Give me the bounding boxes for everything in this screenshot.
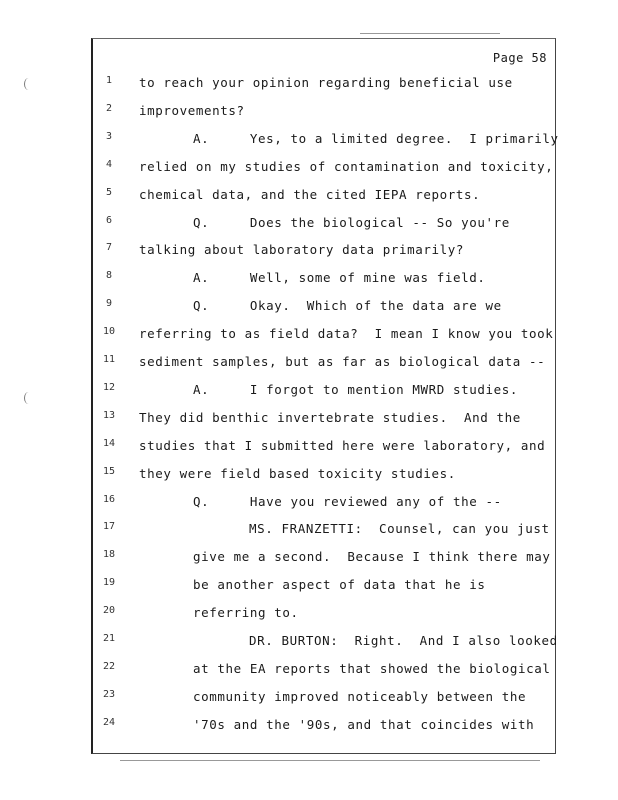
transcript-line — [93, 717, 558, 737]
binder-hole-mark-top — [24, 78, 33, 90]
line-text: referring to. — [193, 605, 299, 621]
transcript-line — [93, 466, 558, 486]
line-number: 15 — [102, 465, 116, 477]
line-number: 9 — [105, 298, 113, 310]
transcript-line — [93, 633, 558, 653]
line-text: be another aspect of data that he is — [193, 577, 486, 593]
line-number: 11 — [102, 354, 116, 365]
transcript-line — [93, 131, 558, 151]
line-text: community improved noticeably between the — [193, 688, 527, 704]
line-number: 22 — [102, 660, 116, 672]
transcript-line — [93, 354, 558, 374]
binder-hole-mark-middle — [24, 392, 33, 404]
line-number: 12 — [102, 381, 116, 393]
line-number: 4 — [105, 158, 113, 170]
line-number: 3 — [105, 130, 113, 142]
scan-artifact-top — [360, 33, 500, 34]
transcript-line — [93, 494, 558, 514]
line-text: they were field based toxicity studies. — [139, 465, 456, 481]
transcript-line — [93, 242, 558, 262]
transcript-line — [93, 438, 558, 458]
transcript-line — [93, 410, 558, 430]
line-number: 24 — [102, 716, 116, 728]
transcript-line — [93, 298, 558, 318]
line-number: 2 — [105, 102, 113, 114]
line-text: improvements? — [139, 102, 245, 118]
line-text: sediment samples, but as far as biological data -- — [139, 354, 546, 369]
page-number: Page 58 — [492, 51, 547, 65]
transcript-line — [93, 326, 558, 346]
line-text: They did benthic invertebrate studies. And the — [139, 409, 521, 425]
line-text: talking about laboratory data primarily? — [139, 242, 465, 258]
line-number: 5 — [105, 186, 113, 198]
line-number: 13 — [102, 409, 116, 421]
transcript-line — [93, 549, 558, 569]
transcript-line — [93, 215, 558, 235]
transcript-line — [93, 521, 558, 541]
line-number: 21 — [102, 633, 116, 644]
line-text: A. I forgot to mention MWRD studies. — [193, 381, 519, 397]
line-number: 16 — [102, 493, 116, 505]
line-number: 14 — [102, 437, 116, 449]
transcript-line — [93, 661, 558, 681]
line-number: 17 — [102, 521, 116, 533]
line-number: 19 — [102, 577, 116, 589]
line-number: 20 — [102, 605, 116, 617]
line-text: studies that I submitted here were laboratory, and — [139, 437, 546, 453]
line-number: 8 — [105, 270, 113, 282]
line-text: at the EA reports that showed the biological — [193, 660, 551, 676]
line-text: DR. BURTON: Right. And I also looked — [249, 633, 558, 648]
transcript-line — [93, 270, 558, 290]
transcript-line — [93, 159, 558, 179]
line-text: referring to as field data? I mean I know you took — [139, 326, 554, 342]
transcript-line — [93, 689, 558, 709]
transcript-line — [93, 577, 558, 597]
transcript-line — [93, 103, 558, 123]
line-text: '70s and the '90s, and that coincides with — [193, 716, 535, 732]
line-number: 7 — [105, 242, 113, 254]
line-text: to reach your opinion regarding beneficial use — [139, 75, 513, 90]
line-number: 1 — [105, 75, 113, 86]
line-text: chemical data, and the cited IEPA reports. — [139, 186, 481, 202]
line-number: 23 — [102, 688, 116, 700]
line-number: 6 — [105, 214, 113, 226]
line-text: give me a second. Because I think there may — [193, 549, 551, 565]
transcript-line — [93, 605, 558, 625]
transcript-page — [91, 38, 559, 754]
line-text: A. Well, some of mine was field. — [193, 270, 486, 286]
transcript-line — [93, 75, 558, 95]
line-text: Q. Have you reviewed any of the -- — [193, 493, 502, 509]
scan-artifact-bottom — [120, 760, 540, 761]
line-text: A. Yes, to a limited degree. I primarily — [193, 130, 559, 146]
transcript-line — [93, 187, 558, 207]
line-text: Q. Does the biological -- So you're — [193, 214, 510, 230]
line-number: 10 — [102, 326, 116, 338]
line-number: 18 — [102, 549, 116, 561]
transcript-line — [93, 382, 558, 402]
line-text: relied on my studies of contamination and toxicity, — [139, 158, 554, 174]
line-text: MS. FRANZETTI: Counsel, can you just — [249, 521, 550, 537]
line-text: Q. Okay. Which of the data are we — [193, 298, 502, 314]
